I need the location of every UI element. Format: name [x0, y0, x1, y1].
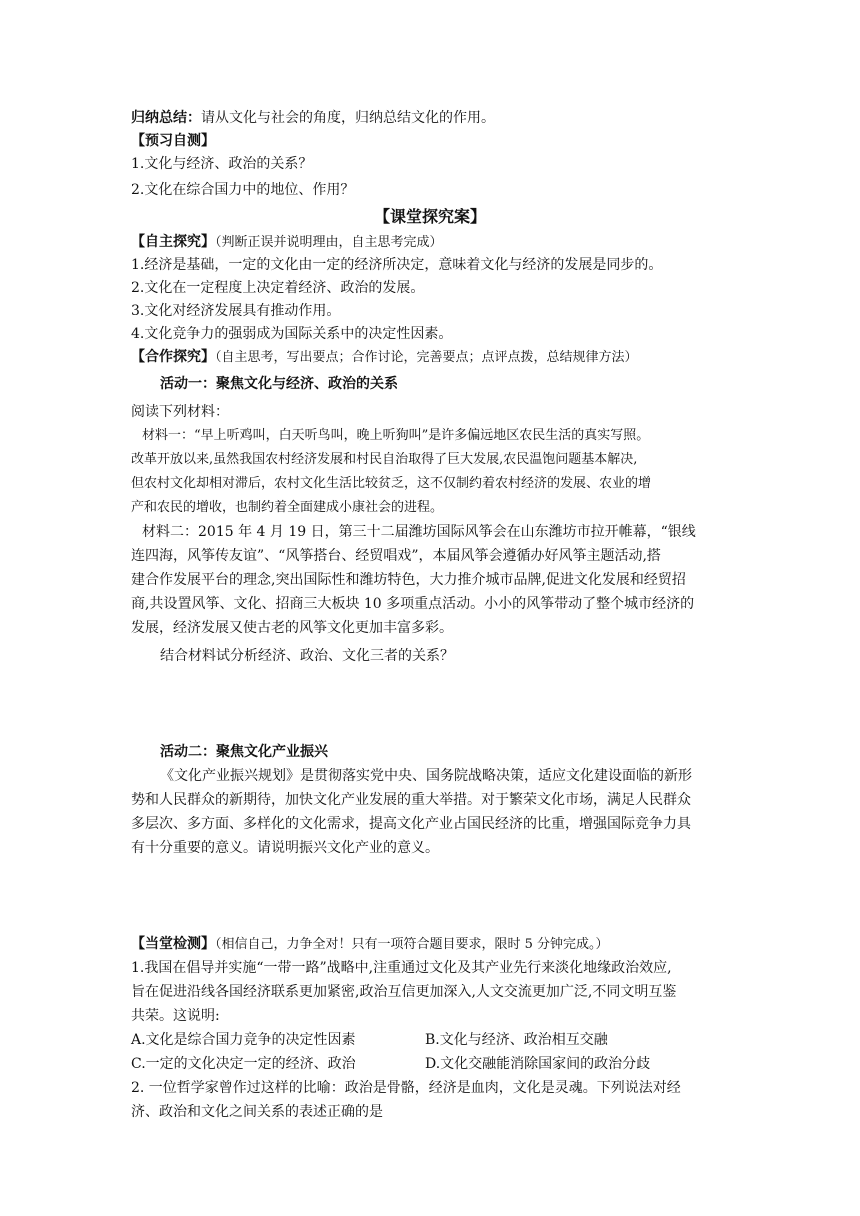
preview-question-2: 2.文化在综合国力中的地位、作用？ [131, 182, 355, 198]
summary-label: 归纳总结： [131, 110, 201, 126]
test-line [131, 934, 609, 955]
test-q2-line: 济、政治和文化之间关系的表述正确的是 [131, 1104, 383, 1120]
test-note: （相信自己，力争全对！只有一项符合题目要求，限时 5 分钟完成。） [215, 937, 609, 952]
self-explore-item: 1.经济是基础，一定的文化由一定的经济所决定，意味着文化与经济的发展是同步的。 [131, 257, 663, 273]
material1-line: 材料一：“早上听鸡叫，白天听鸟叫，晚上听狗叫”是许多偏远地区农民生活的真实写照。 [142, 428, 650, 443]
self-explore-item: 2.文化在一定程度上决定着经济、政治的发展。 [131, 280, 425, 296]
activity2-line: 势和人民群众的新期待，加快文化产业发展的重大举措。对于繁荣文化市场，满足人民群众 [131, 792, 691, 808]
activity2-line: 有十分重要的意义。请说明振兴文化产业的意义。 [131, 840, 439, 856]
material1-line: 产和农民的增收，也制约着全面建成小康社会的进程。 [131, 500, 444, 515]
test-q1-line: 共荣。这说明: [131, 1008, 220, 1024]
test-q1-option-b: B.文化与经济、政治相互交融 [425, 1032, 608, 1048]
material2-line: 材料二：2015 年 4 月 19 日，第三十二届潍坊国际风筝会在山东潍坊市拉开帷幕，“银线 [142, 524, 696, 540]
coop-explore-heading: 【合作探究】 [131, 349, 215, 365]
classroom-title: 【课堂探究案】 [373, 207, 486, 226]
preview-question-1: 1.文化与经济、政治的关系？ [131, 156, 313, 172]
self-explore-item: 4.文化竞争力的强弱成为国际关系中的决定性因素。 [131, 326, 453, 342]
self-explore-line [131, 232, 443, 253]
material1-line: 但农村文化却相对滞后，农村文化生活比较贫乏，这不仅制约着农村经济的发展、农业的增 [131, 476, 652, 491]
summary-line [131, 108, 495, 128]
test-q1-line: 1.我国在倡导并实施“一带一路”战略中,注重通过文化及其产业先行来淡化地缘政治效应, [131, 960, 672, 976]
material2-line: 商,共设置风筝、文化、招商三大板块 10 多项重点活动。小小的风筝带动了整个城市经济的 [131, 596, 695, 612]
activity2-title: 活动二：聚焦文化产业振兴 [160, 744, 328, 760]
activity1-intro: 阅读下列材料： [131, 404, 229, 420]
test-q2-line: 2. 一位哲学家曾作过这样的比喻：政治是骨骼，经济是血肉，文化是灵魂。下列说法对经 [131, 1080, 681, 1096]
material2-line: 连四海，风筝传友谊”、“风筝搭台、经贸唱戏”，本届风筝会遵循办好风筝主题活动,搭 [131, 548, 661, 564]
test-q1-line: 旨在促进沿线各国经济联系更加紧密,政治互信更加深入,人文交流更加广泛,不同文明互鉴 [131, 984, 677, 1000]
test-q1-option-a: A.文化是综合国力竞争的决定性因素 [131, 1032, 356, 1048]
material2-line: 建合作发展平台的理念,突出国际性和潍坊特色，大力推介城市品牌,促进文化发展和经贸招 [131, 572, 686, 588]
activity2-line: 《文化产业振兴规划》是贯彻落实党中央、国务院战略决策，适应文化建设面临的新形 [160, 768, 692, 784]
activity2-line: 多层次、多方面、多样化的文化需求，提高文化产业占国民经济的比重，增强国际竞争力具 [131, 816, 691, 832]
self-explore-item: 3.文化对经济发展具有推动作用。 [131, 303, 341, 319]
test-heading: 【当堂检测】 [131, 936, 215, 952]
preview-heading: 【预习自测】 [131, 133, 215, 149]
coop-explore-line [131, 347, 638, 368]
material2-line: 发展，经济发展又使古老的风筝文化更加丰富多彩。 [131, 620, 453, 636]
self-explore-heading: 【自主探究】 [131, 234, 215, 250]
summary-text: 请从文化与社会的角度，归纳总结文化的作用。 [201, 110, 495, 126]
material1-line: 改革开放以来,虽然我国农村经济发展和村民自治取得了巨大发展,农民温饱问题基本解决, [131, 452, 638, 467]
activity1-title: 活动一：聚焦文化与经济、政治的关系 [160, 376, 398, 392]
test-q1-option-c: C.一定的文化决定一定的经济、政治 [131, 1056, 356, 1072]
activity1-question: 结合材料试分析经济、政治、文化三者的关系？ [160, 648, 454, 664]
coop-explore-note: （自主思考，写出要点；合作讨论，完善要点；点评点拨，总结规律方法） [215, 350, 638, 365]
self-explore-note: （判断正误并说明理由，自主思考完成） [215, 235, 443, 250]
test-q1-option-d: D.文化交融能消除国家间的政治分歧 [425, 1056, 651, 1072]
